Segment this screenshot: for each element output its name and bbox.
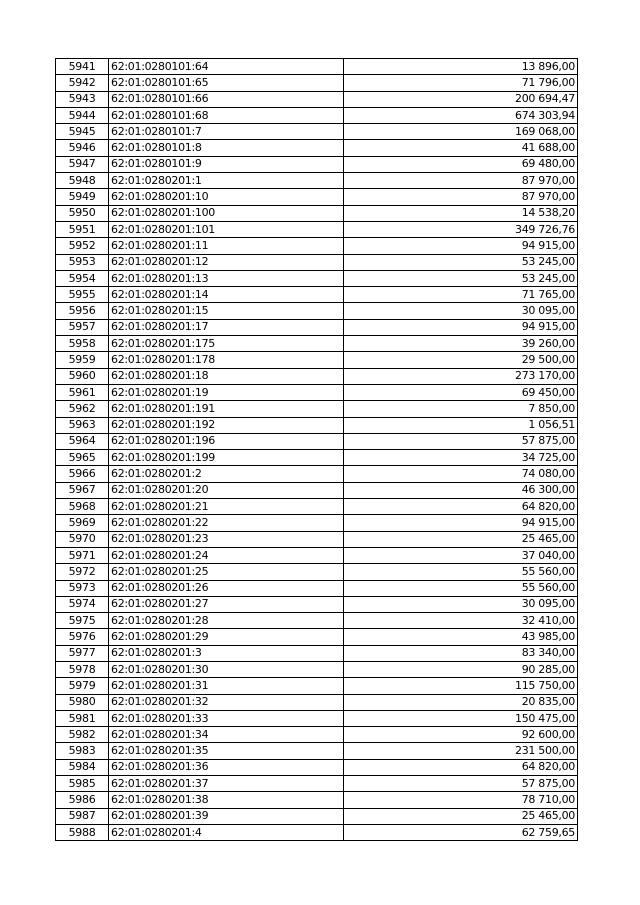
table-row <box>56 661 578 677</box>
row-number-cell: 5981 <box>56 710 109 726</box>
table-row <box>56 270 578 286</box>
cadastral-value-cell: 53 245,00 <box>344 270 578 286</box>
table-row <box>56 59 578 75</box>
cadastral-number-cell: 62:01:0280201:32 <box>109 694 344 710</box>
cadastral-value-table <box>55 58 578 841</box>
table-row <box>56 75 578 91</box>
cadastral-number-cell: 62:01:0280201:22 <box>109 515 344 531</box>
cadastral-number-cell: 62:01:0280201:12 <box>109 254 344 270</box>
cadastral-value-cell: 83 340,00 <box>344 645 578 661</box>
row-number-cell: 5955 <box>56 287 109 303</box>
cadastral-value-cell: 62 759,65 <box>344 824 578 840</box>
cadastral-number-cell: 62:01:0280201:10 <box>109 189 344 205</box>
cadastral-number-cell: 62:01:0280201:14 <box>109 287 344 303</box>
table-row <box>56 401 578 417</box>
cadastral-value-cell: 57 875,00 <box>344 776 578 792</box>
row-number-cell: 5976 <box>56 629 109 645</box>
table-row <box>56 433 578 449</box>
cadastral-value-cell: 30 095,00 <box>344 303 578 319</box>
cadastral-value-cell: 64 820,00 <box>344 759 578 775</box>
row-number-cell: 5941 <box>56 59 109 75</box>
cadastral-number-cell: 62:01:0280101:8 <box>109 140 344 156</box>
cadastral-number-cell: 62:01:0280201:20 <box>109 482 344 498</box>
table-row <box>56 727 578 743</box>
cadastral-value-cell: 150 475,00 <box>344 710 578 726</box>
row-number-cell: 5949 <box>56 189 109 205</box>
cadastral-number-cell: 62:01:0280201:175 <box>109 336 344 352</box>
cadastral-value-cell: 231 500,00 <box>344 743 578 759</box>
row-number-cell: 5953 <box>56 254 109 270</box>
row-number-cell: 5988 <box>56 824 109 840</box>
cadastral-number-cell: 62:01:0280201:34 <box>109 727 344 743</box>
cadastral-value-cell: 20 835,00 <box>344 694 578 710</box>
cadastral-value-cell: 57 875,00 <box>344 433 578 449</box>
cadastral-number-cell: 62:01:0280201:30 <box>109 661 344 677</box>
cadastral-value-cell: 64 820,00 <box>344 499 578 515</box>
cadastral-number-cell: 62:01:0280201:38 <box>109 792 344 808</box>
table-row <box>56 596 578 612</box>
row-number-cell: 5964 <box>56 433 109 449</box>
row-number-cell: 5963 <box>56 417 109 433</box>
cadastral-number-cell: 62:01:0280201:18 <box>109 368 344 384</box>
row-number-cell: 5965 <box>56 450 109 466</box>
row-number-cell: 5962 <box>56 401 109 417</box>
row-number-cell: 5944 <box>56 107 109 123</box>
table-row <box>56 303 578 319</box>
cadastral-value-cell: 273 170,00 <box>344 368 578 384</box>
table-row <box>56 792 578 808</box>
cadastral-value-cell: 7 850,00 <box>344 401 578 417</box>
cadastral-value-cell: 87 970,00 <box>344 189 578 205</box>
cadastral-value-cell: 69 480,00 <box>344 156 578 172</box>
row-number-cell: 5961 <box>56 384 109 400</box>
cadastral-number-cell: 62:01:0280201:35 <box>109 743 344 759</box>
cadastral-value-cell: 78 710,00 <box>344 792 578 808</box>
cadastral-number-cell: 62:01:0280201:178 <box>109 352 344 368</box>
cadastral-value-cell: 349 726,76 <box>344 221 578 237</box>
cadastral-value-cell: 200 694,47 <box>344 91 578 107</box>
cadastral-value-cell: 69 450,00 <box>344 384 578 400</box>
cadastral-value-cell: 169 068,00 <box>344 124 578 140</box>
cadastral-value-cell: 39 260,00 <box>344 336 578 352</box>
cadastral-number-cell: 62:01:0280201:192 <box>109 417 344 433</box>
table-row <box>56 140 578 156</box>
row-number-cell: 5984 <box>56 759 109 775</box>
row-number-cell: 5942 <box>56 75 109 91</box>
cadastral-number-cell: 62:01:0280201:17 <box>109 319 344 335</box>
row-number-cell: 5973 <box>56 580 109 596</box>
cadastral-number-cell: 62:01:0280101:66 <box>109 91 344 107</box>
cadastral-number-cell: 62:01:0280201:15 <box>109 303 344 319</box>
row-number-cell: 5958 <box>56 336 109 352</box>
table-row <box>56 580 578 596</box>
cadastral-number-cell: 62:01:0280201:196 <box>109 433 344 449</box>
table-row <box>56 743 578 759</box>
table-row <box>56 694 578 710</box>
cadastral-number-cell: 62:01:0280201:39 <box>109 808 344 824</box>
cadastral-value-cell: 25 465,00 <box>344 808 578 824</box>
table-row <box>56 107 578 123</box>
cadastral-value-cell: 94 915,00 <box>344 515 578 531</box>
row-number-cell: 5947 <box>56 156 109 172</box>
row-number-cell: 5979 <box>56 678 109 694</box>
cadastral-number-cell: 62:01:0280201:27 <box>109 596 344 612</box>
row-number-cell: 5971 <box>56 547 109 563</box>
row-number-cell: 5978 <box>56 661 109 677</box>
cadastral-value-cell: 41 688,00 <box>344 140 578 156</box>
table-row <box>56 238 578 254</box>
row-number-cell: 5967 <box>56 482 109 498</box>
row-number-cell: 5968 <box>56 499 109 515</box>
cadastral-number-cell: 62:01:0280201:199 <box>109 450 344 466</box>
cadastral-value-cell: 92 600,00 <box>344 727 578 743</box>
table-body <box>56 59 578 841</box>
row-number-cell: 5966 <box>56 466 109 482</box>
cadastral-value-cell: 55 560,00 <box>344 564 578 580</box>
table-row <box>56 808 578 824</box>
cadastral-number-cell: 62:01:0280201:26 <box>109 580 344 596</box>
cadastral-value-cell: 37 040,00 <box>344 547 578 563</box>
table-row <box>56 547 578 563</box>
cadastral-value-cell: 34 725,00 <box>344 450 578 466</box>
cadastral-number-cell: 62:01:0280201:28 <box>109 613 344 629</box>
cadastral-number-cell: 62:01:0280201:23 <box>109 531 344 547</box>
table-row <box>56 776 578 792</box>
row-number-cell: 5950 <box>56 205 109 221</box>
cadastral-value-cell: 74 080,00 <box>344 466 578 482</box>
cadastral-value-cell: 87 970,00 <box>344 173 578 189</box>
table-row <box>56 466 578 482</box>
row-number-cell: 5985 <box>56 776 109 792</box>
table-row <box>56 417 578 433</box>
table-row <box>56 645 578 661</box>
row-number-cell: 5951 <box>56 221 109 237</box>
cadastral-value-cell: 46 300,00 <box>344 482 578 498</box>
cadastral-value-cell: 32 410,00 <box>344 613 578 629</box>
table-row <box>56 450 578 466</box>
cadastral-number-cell: 62:01:0280201:101 <box>109 221 344 237</box>
table-row <box>56 499 578 515</box>
cadastral-number-cell: 62:01:0280201:31 <box>109 678 344 694</box>
row-number-cell: 5974 <box>56 596 109 612</box>
cadastral-number-cell: 62:01:0280201:2 <box>109 466 344 482</box>
cadastral-value-cell: 94 915,00 <box>344 319 578 335</box>
row-number-cell: 5946 <box>56 140 109 156</box>
row-number-cell: 5945 <box>56 124 109 140</box>
cadastral-value-cell: 1 056,51 <box>344 417 578 433</box>
cadastral-number-cell: 62:01:0280201:11 <box>109 238 344 254</box>
table-row <box>56 710 578 726</box>
table-row <box>56 173 578 189</box>
table-row <box>56 629 578 645</box>
row-number-cell: 5957 <box>56 319 109 335</box>
cadastral-number-cell: 62:01:0280101:64 <box>109 59 344 75</box>
cadastral-number-cell: 62:01:0280201:25 <box>109 564 344 580</box>
cadastral-number-cell: 62:01:0280201:100 <box>109 205 344 221</box>
row-number-cell: 5972 <box>56 564 109 580</box>
row-number-cell: 5970 <box>56 531 109 547</box>
table-row <box>56 824 578 840</box>
cadastral-number-cell: 62:01:0280201:33 <box>109 710 344 726</box>
cadastral-number-cell: 62:01:0280201:1 <box>109 173 344 189</box>
cadastral-number-cell: 62:01:0280101:9 <box>109 156 344 172</box>
row-number-cell: 5982 <box>56 727 109 743</box>
table-row <box>56 515 578 531</box>
table-row <box>56 319 578 335</box>
table-row <box>56 156 578 172</box>
cadastral-value-cell: 71 796,00 <box>344 75 578 91</box>
table-row <box>56 531 578 547</box>
table-row <box>56 221 578 237</box>
cadastral-number-cell: 62:01:0280201:191 <box>109 401 344 417</box>
row-number-cell: 5952 <box>56 238 109 254</box>
cadastral-value-cell: 14 538,20 <box>344 205 578 221</box>
cadastral-value-cell: 53 245,00 <box>344 254 578 270</box>
row-number-cell: 5954 <box>56 270 109 286</box>
cadastral-number-cell: 62:01:0280201:3 <box>109 645 344 661</box>
cadastral-value-cell: 13 896,00 <box>344 59 578 75</box>
table-row <box>56 352 578 368</box>
table-row <box>56 482 578 498</box>
row-number-cell: 5987 <box>56 808 109 824</box>
row-number-cell: 5969 <box>56 515 109 531</box>
table-row <box>56 613 578 629</box>
cadastral-number-cell: 62:01:0280101:65 <box>109 75 344 91</box>
table-row <box>56 205 578 221</box>
cadastral-number-cell: 62:01:0280201:4 <box>109 824 344 840</box>
cadastral-number-cell: 62:01:0280201:19 <box>109 384 344 400</box>
row-number-cell: 5948 <box>56 173 109 189</box>
cadastral-value-cell: 90 285,00 <box>344 661 578 677</box>
table-row <box>56 368 578 384</box>
row-number-cell: 5959 <box>56 352 109 368</box>
cadastral-number-cell: 62:01:0280101:68 <box>109 107 344 123</box>
table-row <box>56 336 578 352</box>
cadastral-number-cell: 62:01:0280201:21 <box>109 499 344 515</box>
cadastral-number-cell: 62:01:0280201:37 <box>109 776 344 792</box>
cadastral-number-cell: 62:01:0280201:13 <box>109 270 344 286</box>
cadastral-number-cell: 62:01:0280201:29 <box>109 629 344 645</box>
cadastral-number-cell: 62:01:0280201:36 <box>109 759 344 775</box>
table-row <box>56 384 578 400</box>
row-number-cell: 5956 <box>56 303 109 319</box>
row-number-cell: 5943 <box>56 91 109 107</box>
table-row <box>56 287 578 303</box>
cadastral-value-cell: 30 095,00 <box>344 596 578 612</box>
table-row <box>56 124 578 140</box>
cadastral-value-cell: 71 765,00 <box>344 287 578 303</box>
row-number-cell: 5983 <box>56 743 109 759</box>
cadastral-value-cell: 94 915,00 <box>344 238 578 254</box>
table-row <box>56 91 578 107</box>
row-number-cell: 5977 <box>56 645 109 661</box>
table-row <box>56 189 578 205</box>
table-row <box>56 678 578 694</box>
row-number-cell: 5975 <box>56 613 109 629</box>
table-row <box>56 564 578 580</box>
cadastral-value-cell: 25 465,00 <box>344 531 578 547</box>
table-row <box>56 254 578 270</box>
row-number-cell: 5980 <box>56 694 109 710</box>
row-number-cell: 5960 <box>56 368 109 384</box>
row-number-cell: 5986 <box>56 792 109 808</box>
cadastral-number-cell: 62:01:0280101:7 <box>109 124 344 140</box>
cadastral-value-cell: 115 750,00 <box>344 678 578 694</box>
cadastral-value-cell: 43 985,00 <box>344 629 578 645</box>
cadastral-number-cell: 62:01:0280201:24 <box>109 547 344 563</box>
cadastral-value-cell: 674 303,94 <box>344 107 578 123</box>
table-row <box>56 759 578 775</box>
cadastral-value-cell: 29 500,00 <box>344 352 578 368</box>
cadastral-value-cell: 55 560,00 <box>344 580 578 596</box>
